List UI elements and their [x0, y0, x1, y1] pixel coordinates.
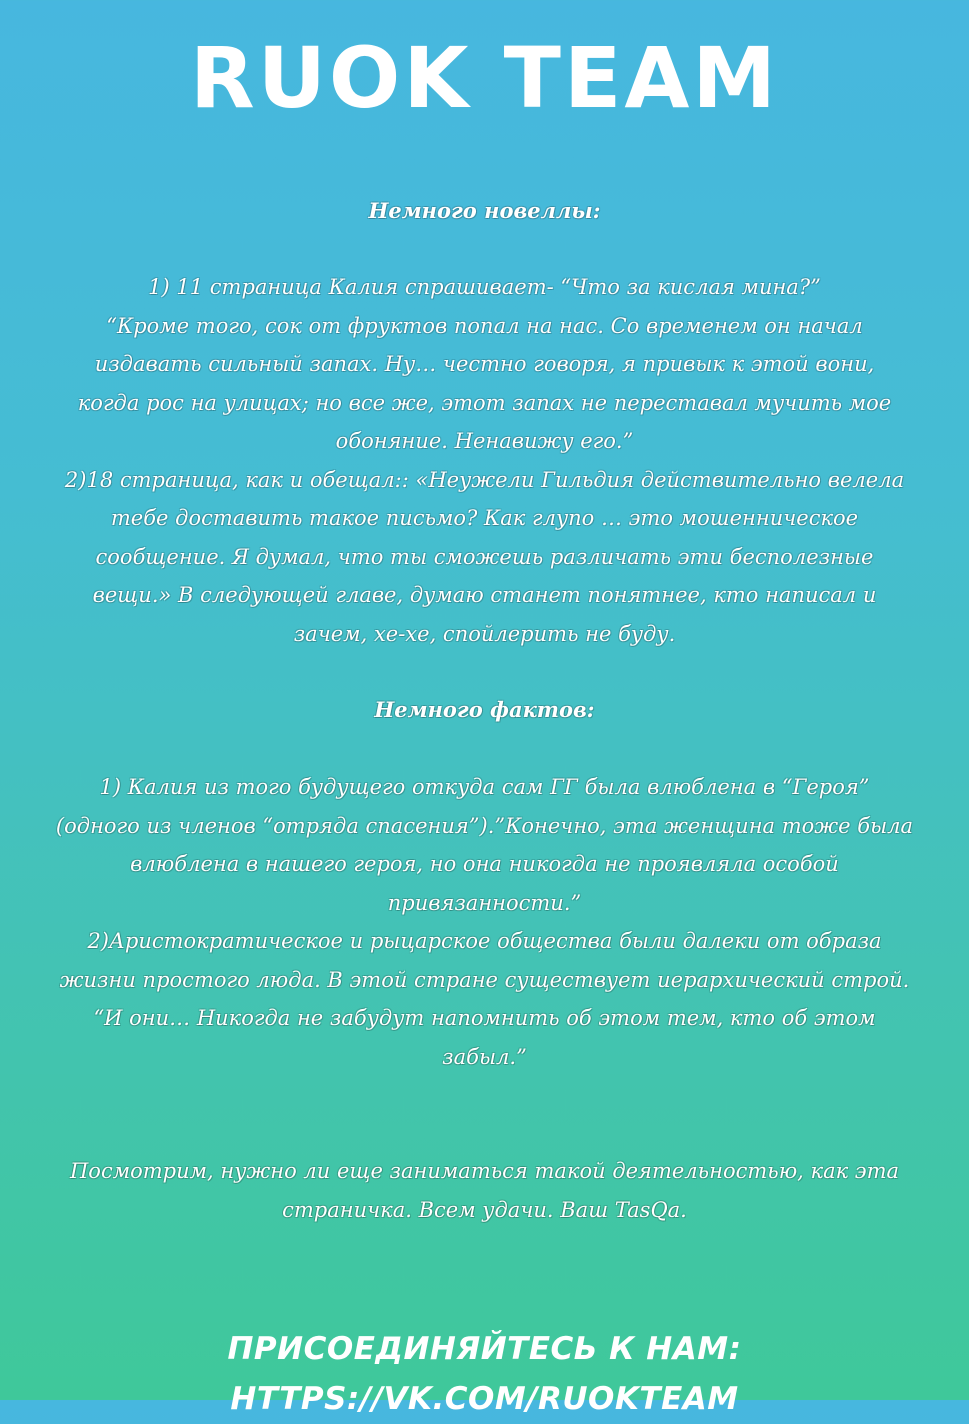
novel-note-line: издавать сильный запах. Ну… честно говоря, я привык к этой вони,	[94, 352, 875, 376]
fact-line: (одного из членов “отряда спасения”).”Конечно, эта женщина тоже была	[55, 813, 914, 838]
team-title: RUOK TEAM	[190, 29, 779, 127]
novel-note-line: зачем, хе-хе, спойлерить не буду.	[293, 621, 676, 646]
closing-line: Посмотрим, нужно ли еще заниматься такой деятельностью, как эта	[69, 1159, 900, 1183]
closing-block	[20, 1152, 949, 1229]
novel-note-line: сообщение. Я думал, что ты сможешь различать эти бесполезные	[95, 544, 874, 569]
novel-note-line: “Кроме того, сок от фруктов попал на нас. Со временем он начал	[106, 313, 863, 338]
novel-notes-block	[20, 268, 949, 653]
novel-note-line: когда рос на улицах; но все же, этот запах не переставал мучить мое	[77, 390, 892, 415]
fact-line: жизни простого люда. В этой стране существует иерархический строй.	[59, 967, 910, 992]
novel-note-line: 1) 11 страница Калия спрашивает- “Что за кислая мина?”	[148, 275, 821, 299]
novel-note-line: тебе доставить такое письмо? Как глупо … это мошенническое	[110, 506, 859, 530]
facts-heading: Немного фактов:	[374, 697, 595, 722]
fact-line: забыл.”	[442, 1044, 527, 1069]
facts-block	[20, 768, 949, 1076]
fact-line: “И они… Никогда не забудут напомнить об этом тем, кто об этом	[93, 1006, 876, 1030]
fact-line: 1) Калия из того будущего откуда сам ГГ была влюблена в “Героя”	[99, 775, 870, 799]
novel-heading: Немного новеллы:	[368, 198, 601, 223]
novel-note-line: обоняние. Ненавижу его.”	[335, 429, 634, 453]
novel-note-line: 2)18 страница, как и обещал:: «Неужели Гильдия действительно велела	[64, 467, 905, 492]
closing-line: страничка. Всем удачи. Ваш TasQa.	[282, 1197, 687, 1222]
fact-line: 2)Аристократическое и рыцарское общества были далеки от образа	[87, 929, 882, 953]
join-footer-link[interactable]: ПРИСОЕДИНЯЙТЕСЬ К НАМ: HTTPS://VK.COM/RUOKTEAM	[227, 1331, 742, 1417]
novel-note-line: вещи.» В следующей главе, думаю станет понятнее, кто написал и	[92, 583, 877, 607]
fact-line: привязанности.”	[387, 890, 582, 915]
fact-line: влюблена в нашего героя, но она никогда не проявляла особой	[130, 852, 839, 876]
